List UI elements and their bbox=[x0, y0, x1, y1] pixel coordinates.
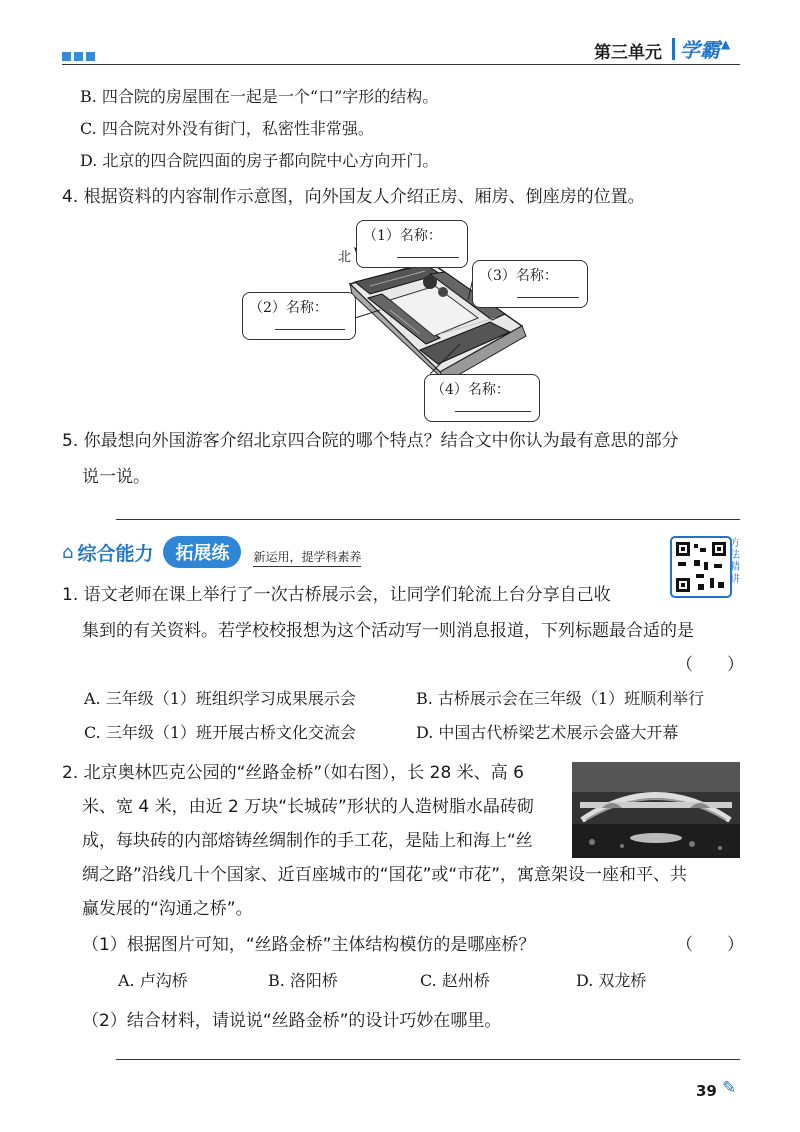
section-title: 综合能力 bbox=[77, 542, 154, 565]
option-d: D. 北京的四合院四面的房子都向院中心方向开门。 bbox=[80, 151, 439, 170]
q2-sub1-answer-bracket[interactable]: （ ） bbox=[676, 935, 744, 955]
q2-option-d: D. 双龙桥 bbox=[576, 971, 647, 990]
silk-road-bridge-photo bbox=[572, 762, 740, 858]
answer-line-3[interactable] bbox=[517, 297, 579, 298]
label-1: （1）名称： bbox=[363, 228, 442, 244]
header-rule bbox=[62, 64, 740, 65]
bridge-illustration bbox=[572, 762, 740, 858]
label-2: （2）名称： bbox=[249, 300, 328, 316]
label-box-3 bbox=[472, 260, 588, 308]
q2-line3: 成，每块砖的内部熔铸丝绸制作的手工花，是陆上和海上“丝 bbox=[82, 831, 533, 851]
pencil-icon: ✎ bbox=[722, 1078, 737, 1098]
q1-option-b: B. 古桥展示会在三年级（1）班顺利举行 bbox=[416, 689, 705, 708]
qr-code[interactable] bbox=[670, 536, 732, 598]
q1-line1: 1. 语文老师在课上举行了一次古桥展示会，让同学们轮流上台分享自己收 bbox=[62, 585, 611, 605]
qr-side-char: 精 bbox=[730, 562, 740, 573]
question-5-line1: 5. 你最想向外国游客介绍北京四合院的哪个特点？结合文中你认为最有意思的部分 bbox=[62, 431, 679, 451]
answer-line-4[interactable] bbox=[455, 411, 531, 412]
section-badge: 拓展练 bbox=[163, 536, 241, 568]
book-icon: ⌂ bbox=[62, 541, 74, 563]
q2-sub2: （2）结合材料，请说说“丝路金桥”的设计巧妙在哪里。 bbox=[82, 1011, 502, 1031]
qr-side-char: 讲 bbox=[730, 574, 740, 585]
q2-option-a: A. 卢沟桥 bbox=[118, 971, 188, 990]
q2-line2: 米、宽 4 米，由近 2 万块“长城砖”形状的人造树脂水晶砖砌 bbox=[82, 797, 534, 817]
brand-logo bbox=[672, 34, 730, 63]
header-decoration bbox=[62, 46, 98, 65]
graduation-cap-icon: ▲ bbox=[721, 36, 731, 51]
section-slogan: 新运用，提学科素养 bbox=[253, 548, 361, 567]
answer-rule-q2 bbox=[116, 1059, 740, 1060]
q2-option-c: C. 赵州桥 bbox=[420, 971, 490, 990]
q1-option-a: A. 三年级（1）班组织学习成果展示会 bbox=[84, 689, 356, 708]
north-label: 北 bbox=[338, 250, 352, 265]
answer-rule-q5 bbox=[116, 519, 740, 520]
label-box-4 bbox=[424, 374, 540, 422]
q2-option-b: B. 洛阳桥 bbox=[268, 971, 338, 990]
q2-line1: 2. 北京奥林匹克公园的“丝路金桥”（如右图），长 28 米、高 6 bbox=[62, 763, 524, 783]
answer-line-2[interactable] bbox=[275, 329, 345, 330]
option-c: C. 四合院对外没有街门，私密性非常强。 bbox=[80, 119, 374, 138]
page-number: 39 bbox=[696, 1082, 717, 1100]
option-b: B. 四合院的房屋围在一起是一个“口”字形的结构。 bbox=[80, 87, 439, 106]
label-box-2 bbox=[242, 292, 356, 340]
qr-side-label bbox=[730, 538, 744, 586]
qr-pattern bbox=[674, 540, 728, 594]
label-3: （3）名称： bbox=[479, 268, 558, 284]
q1-answer-bracket[interactable]: （ ） bbox=[676, 655, 744, 675]
answer-line-1[interactable] bbox=[397, 257, 459, 258]
qr-side-char: 方 bbox=[730, 538, 740, 549]
unit-title: 第三单元 bbox=[594, 43, 662, 63]
q1-option-d: D. 中国古代桥梁艺术展示会盛大开幕 bbox=[416, 723, 679, 742]
label-box-1 bbox=[356, 220, 468, 268]
q2-line5: 赢发展的“沟通之桥”。 bbox=[82, 899, 253, 919]
label-4: （4）名称： bbox=[431, 382, 510, 398]
q1-option-c: C. 三年级（1）班开展古桥文化交流会 bbox=[84, 723, 357, 742]
qr-side-char: 法 bbox=[730, 550, 740, 561]
q1-line2: 集到的有关资料。若学校校报想为这个活动写一则消息报道，下列标题最合适的是 bbox=[82, 621, 694, 641]
question-4: 4. 根据资料的内容制作示意图，向外国友人介绍正房、厢房、倒座房的位置。 bbox=[62, 187, 645, 207]
section-header bbox=[62, 536, 361, 568]
question-5-line2: 说一说。 bbox=[82, 467, 150, 487]
brand-text: 学霸 bbox=[680, 38, 720, 62]
q2-sub1: （1）根据图片可知，“丝路金桥”主体结构模仿的是哪座桥？ bbox=[82, 935, 536, 955]
q2-line4: 绸之路”沿线几十个国家、近百座城市的“国花”或“市花”，寓意架设一座和平、共 bbox=[82, 865, 688, 885]
